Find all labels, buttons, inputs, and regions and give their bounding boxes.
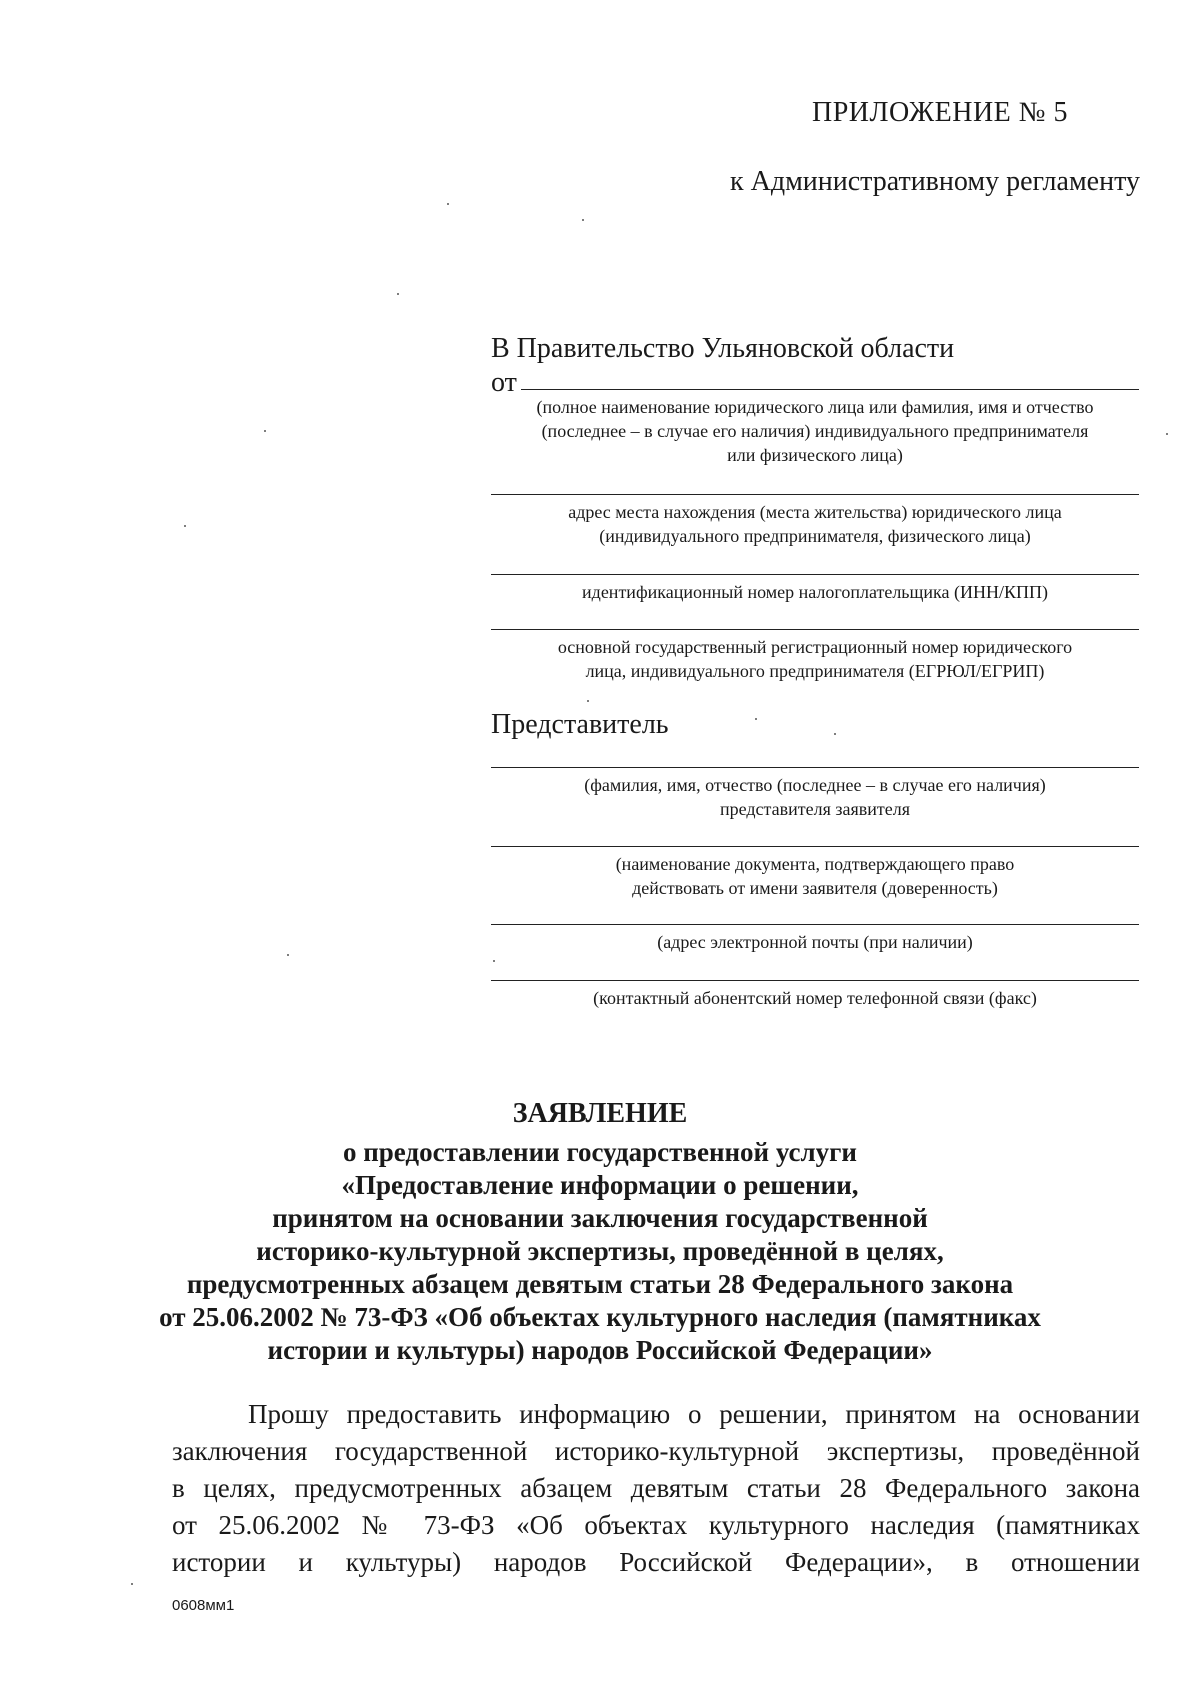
body-text-line: Прошу предоставить информацию о решении, принятом на основании xyxy=(248,1399,1140,1429)
caption-document-2: действовать от имени заявителя (доверенность) xyxy=(632,878,998,898)
scan-speck xyxy=(397,293,399,295)
phone-field[interactable] xyxy=(491,980,1139,981)
applicant-inn-field[interactable] xyxy=(491,574,1139,575)
caption-representative-1: (фамилия, имя, отчество (последнее – в случае его наличия) xyxy=(584,775,1046,795)
document-code: 0608мм1 xyxy=(172,1597,235,1614)
statement-subtitle-line: принятом на основании заключения государственной xyxy=(272,1203,928,1233)
body-text-line: от 25.06.2002 № 73-ФЗ «Об объектах культурного наследия (памятниках xyxy=(172,1510,1140,1540)
body-text-line: заключения государственной историко-культурной экспертизы, проведённой xyxy=(172,1436,1140,1466)
authority-document-field[interactable] xyxy=(491,846,1139,847)
scan-speck xyxy=(493,960,495,962)
scan-speck xyxy=(755,718,757,720)
body-text-line: истории и культуры) народов Российской Федерации», в отношении xyxy=(172,1547,1140,1577)
caption-applicant-name-3: или физического лица) xyxy=(727,445,903,465)
caption-address-1: адрес места нахождения (места жительства) юридического лица xyxy=(568,502,1062,522)
representative-name-field[interactable] xyxy=(491,767,1139,768)
caption-document-1: (наименование документа, подтверждающего право xyxy=(615,854,1015,874)
caption-email: (адрес электронной почты (при наличии) xyxy=(657,932,973,952)
statement-subtitle-line: истории и культуры) народов Российской Федерации» xyxy=(267,1335,933,1365)
statement-subtitle-line: «Предоставление информации о решении, xyxy=(341,1170,859,1200)
scan-speck xyxy=(447,203,449,205)
applicant-address-field[interactable] xyxy=(491,494,1139,495)
email-field[interactable] xyxy=(491,924,1139,925)
scan-speck xyxy=(264,430,266,432)
appendix-number: ПРИЛОЖЕНИЕ № 5 xyxy=(812,97,1068,128)
caption-phone: (контактный абонентский номер телефонной связи (факс) xyxy=(593,988,1037,1008)
caption-ogrn-1: основной государственный регистрационный номер юридического xyxy=(557,637,1073,657)
scan-speck xyxy=(184,525,186,527)
statement-subtitle-line: историко-культурной экспертизы, проведённой в целях, xyxy=(256,1236,944,1266)
caption-representative-2: представителя заявителя xyxy=(720,799,910,819)
body-text-line: в целях, предусмотренных абзацем девятым статьи 28 Федерального закона xyxy=(172,1473,1140,1503)
scan-speck xyxy=(834,733,836,735)
caption-applicant-name-1: (полное наименование юридического лица или фамилия, имя и отчество xyxy=(536,397,1094,417)
addressee-line: В Правительство Ульяновской области xyxy=(491,333,955,364)
from-label: от xyxy=(491,367,517,398)
appendix-reference: к Административному регламенту xyxy=(730,166,1140,197)
statement-subtitle-line: о предоставлении государственной услуги xyxy=(342,1137,857,1167)
caption-applicant-name-2: (последнее – в случае его наличия) индивидуального предпринимателя xyxy=(541,421,1089,441)
scan-speck xyxy=(582,219,584,221)
applicant-ogrn-field[interactable] xyxy=(491,629,1139,630)
scan-speck xyxy=(1166,433,1168,435)
caption-address-2: (индивидуального предпринимателя, физического лица) xyxy=(599,526,1031,546)
caption-inn: идентификационный номер налогоплательщика (ИНН/КПП) xyxy=(582,582,1048,602)
statement-title: ЗАЯВЛЕНИЕ xyxy=(512,1098,688,1129)
scan-speck xyxy=(587,700,589,702)
representative-label: Представитель xyxy=(491,709,669,740)
scan-speck xyxy=(131,1583,133,1585)
scan-speck xyxy=(287,954,289,956)
statement-subtitle-line: от 25.06.2002 № 73-ФЗ «Об объектах культурного наследия (памятниках xyxy=(159,1302,1041,1332)
applicant-name-field[interactable] xyxy=(521,389,1139,390)
caption-ogrn-2: лица, индивидуального предпринимателя (ЕГРЮЛ/ЕГРИП) xyxy=(585,661,1045,681)
statement-subtitle-line: предусмотренных абзацем девятым статьи 28 Федерального закона xyxy=(186,1269,1014,1299)
